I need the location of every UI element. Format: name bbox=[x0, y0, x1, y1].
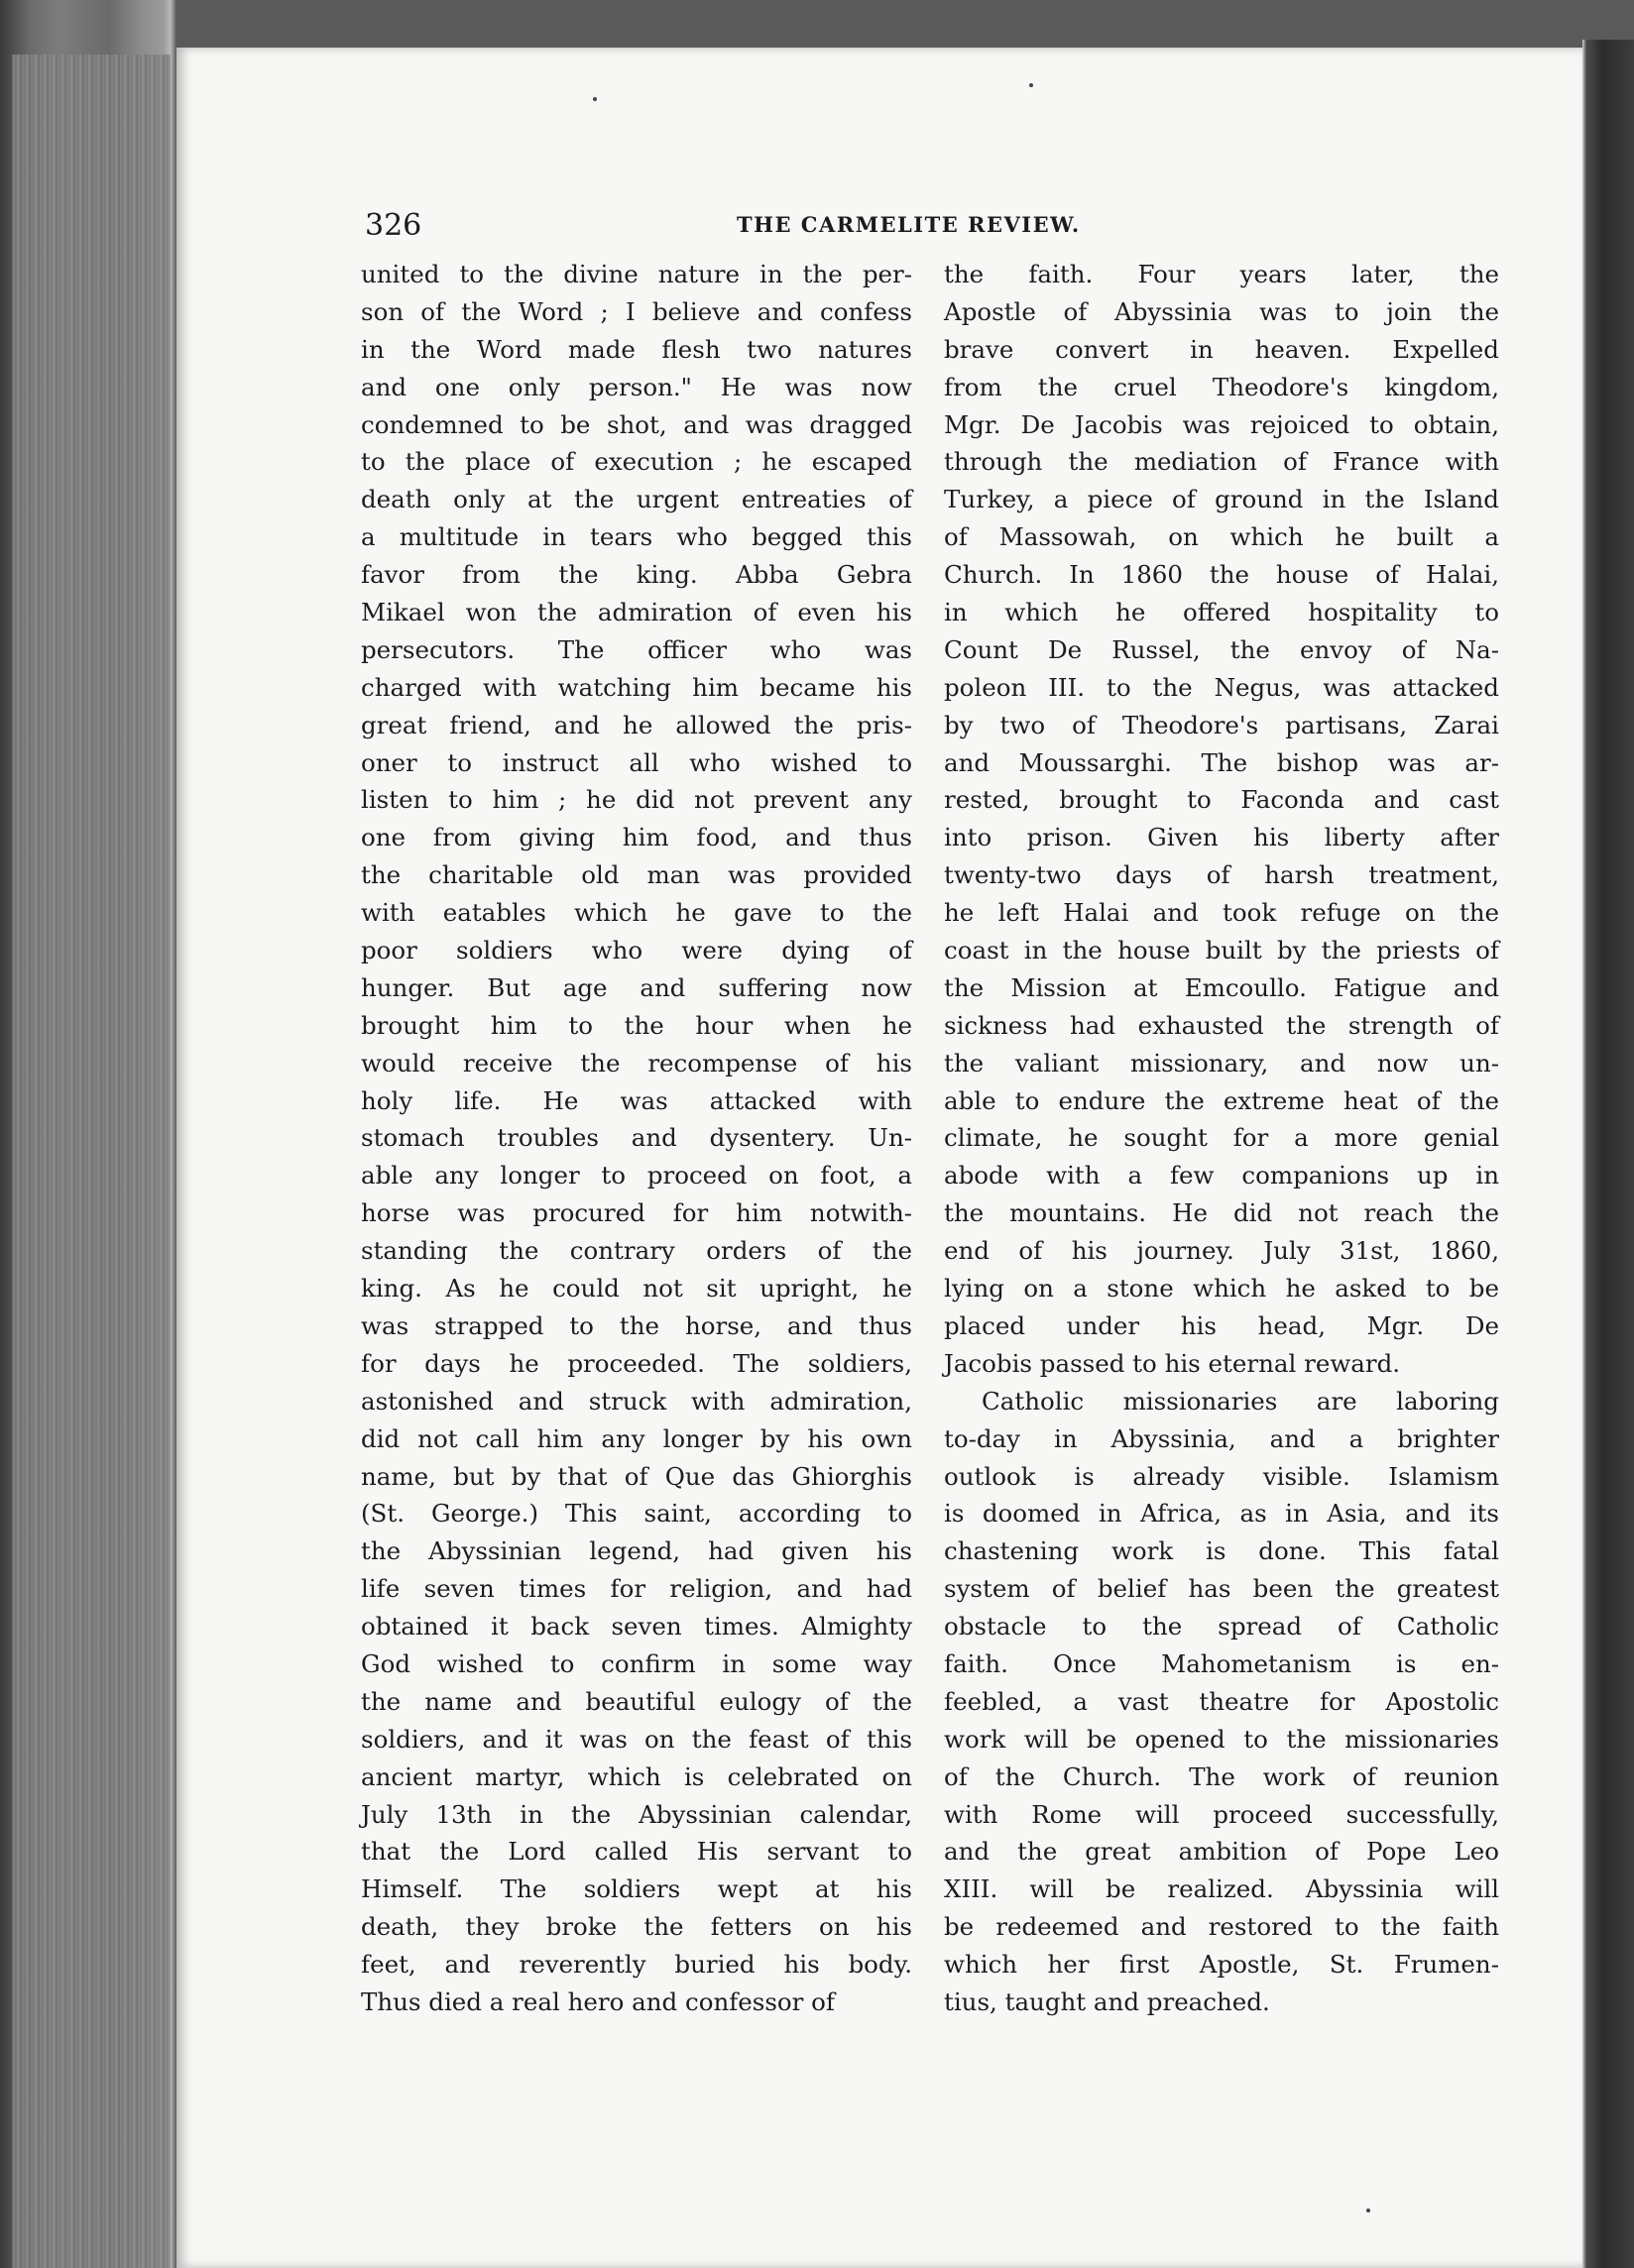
text-line: is doomed in Africa, as in Asia, and its bbox=[944, 1499, 1499, 1529]
text-line: charged with watching him became his bbox=[361, 672, 912, 702]
text-line: obstacle to the spread of Catholic bbox=[944, 1612, 1499, 1642]
text-line: death, they broke the fetters on his bbox=[361, 1912, 912, 1942]
text-line: favor from the king. Abba Gebra bbox=[361, 560, 912, 590]
text-line: holy life. He was attacked with bbox=[361, 1085, 912, 1115]
text-line: son of the Word ; I believe and confess bbox=[361, 296, 912, 326]
text-line: in the Word made flesh two natures bbox=[361, 334, 912, 364]
speck bbox=[1029, 83, 1033, 87]
speck bbox=[593, 97, 597, 101]
text-line: twenty-two days of harsh treatment, bbox=[944, 860, 1499, 890]
page-number: 326 bbox=[365, 208, 422, 243]
text-line: oner to instruct all who wished to bbox=[361, 747, 912, 777]
text-line: the faith. Four years later, the bbox=[944, 260, 1499, 288]
text-line: brave convert in heaven. Expelled bbox=[944, 334, 1499, 364]
text-line: Church. In 1860 the house of Halai, bbox=[944, 560, 1499, 590]
text-line: to-day in Abyssinia, and a brighter bbox=[944, 1423, 1499, 1453]
text-line: would receive the recompense of his bbox=[361, 1048, 912, 1077]
text-line: abode with a few companions up in bbox=[944, 1161, 1499, 1191]
text-line: into prison. Given his liberty after bbox=[944, 823, 1499, 852]
text-line: the Mission at Emcoullo. Fatigue and bbox=[944, 972, 1499, 1002]
text-line: life seven times for religion, and had bbox=[361, 1574, 912, 1604]
text-line: which her first Apostle, St. Frumen- bbox=[944, 1950, 1499, 1980]
text-line: with eatables which he gave to the bbox=[361, 898, 912, 928]
running-title: THE CARMELITE REVIEW. bbox=[737, 212, 1081, 237]
page-header bbox=[365, 208, 1505, 248]
text-line: system of belief has been the greatest bbox=[944, 1574, 1499, 1604]
text-line: Mikael won the admiration of even his bbox=[361, 598, 912, 627]
text-line: obtained it back seven times. Almighty bbox=[361, 1612, 912, 1642]
text-line: God wished to confirm in some way bbox=[361, 1648, 912, 1678]
text-line: outlook is already visible. Islamism bbox=[944, 1461, 1499, 1491]
text-line: and one only person." He was now bbox=[361, 372, 912, 401]
text-line: Turkey, a piece of ground in the Island bbox=[944, 485, 1499, 514]
text-line: listen to him ; he did not prevent any bbox=[361, 785, 912, 815]
text-line: able to endure the extreme heat of the bbox=[944, 1085, 1499, 1115]
text-line: work will be opened to the missionaries bbox=[944, 1724, 1499, 1754]
text-line: and Moussarghi. The bishop was ar- bbox=[944, 747, 1499, 777]
text-line: great friend, and he allowed the pris- bbox=[361, 710, 912, 739]
text-line: name, but by that of Que das Ghiorghis bbox=[361, 1461, 912, 1491]
text-line: stomach troubles and dysentery. Un- bbox=[361, 1123, 912, 1153]
text-line: able any longer to proceed on foot, a bbox=[361, 1161, 912, 1191]
text-line: standing the contrary orders of the bbox=[361, 1236, 912, 1266]
text-line: the mountains. He did not reach the bbox=[944, 1198, 1499, 1228]
text-line: lying on a stone which he asked to be bbox=[944, 1274, 1499, 1304]
text-line: poor soldiers who were dying of bbox=[361, 936, 912, 965]
text-line: one from giving him food, and thus bbox=[361, 823, 912, 852]
book-binding-edge bbox=[1582, 40, 1634, 2268]
text-line: chastening work is done. This fatal bbox=[944, 1536, 1499, 1566]
text-line: by two of Theodore's partisans, Zarai bbox=[944, 710, 1499, 739]
text-line: Apostle of Abyssinia was to join the bbox=[944, 296, 1499, 326]
text-line: Jacobis passed to his eternal reward. bbox=[944, 1348, 1401, 1378]
text-line: brought him to the hour when he bbox=[361, 1010, 912, 1040]
text-line: (St. George.) This saint, according to bbox=[361, 1499, 912, 1529]
left-column bbox=[361, 256, 912, 2021]
speck bbox=[1366, 2209, 1370, 2212]
text-line: to the place of execution ; he escaped bbox=[361, 447, 912, 477]
text-line: did not call him any longer by his own bbox=[361, 1423, 912, 1453]
text-line: Thus died a real hero and confessor of bbox=[361, 1986, 836, 2016]
text-line: be redeemed and restored to the faith bbox=[944, 1912, 1499, 1942]
text-line: horse was procured for him notwith- bbox=[361, 1198, 912, 1228]
text-line: end of his journey. July 31st, 1860, bbox=[944, 1236, 1499, 1266]
text-line: through the mediation of France with bbox=[944, 447, 1499, 477]
text-line: astonished and struck with admiration, bbox=[361, 1386, 912, 1416]
text-line: poleon III. to the Negus, was attacked bbox=[944, 672, 1499, 702]
text-line: ancient martyr, which is celebrated on bbox=[361, 1761, 912, 1791]
text-line: that the Lord called His servant to bbox=[361, 1837, 912, 1867]
text-line: XIII. will be realized. Abyssinia will bbox=[944, 1874, 1499, 1904]
text-line: soldiers, and it was on the feast of this bbox=[361, 1724, 912, 1754]
text-line: coast in the house built by the priests of bbox=[944, 936, 1499, 965]
text-line: Count De Russel, the envoy of Na- bbox=[944, 634, 1499, 664]
text-line: Catholic missionaries are laboring bbox=[982, 1386, 1499, 1416]
text-line: the name and beautiful eulogy of the bbox=[361, 1686, 912, 1716]
text-line: with Rome will proceed successfully, bbox=[944, 1799, 1499, 1829]
text-line: Mgr. De Jacobis was rejoiced to obtain, bbox=[944, 409, 1499, 439]
text-line: a multitude in tears who begged this bbox=[361, 522, 912, 552]
text-line: and the great ambition of Pope Leo bbox=[944, 1837, 1499, 1867]
text-line: of the Church. The work of reunion bbox=[944, 1761, 1499, 1791]
text-line: rested, brought to Faconda and cast bbox=[944, 785, 1499, 815]
text-line: the Abyssinian legend, had given his bbox=[361, 1536, 912, 1566]
text-line: feet, and reverently buried his body. bbox=[361, 1950, 912, 1980]
text-line: was strapped to the horse, and thus bbox=[361, 1310, 912, 1340]
text-line: the charitable old man was provided bbox=[361, 860, 912, 890]
text-line: feebled, a vast theatre for Apostolic bbox=[944, 1686, 1499, 1716]
text-line: the valiant missionary, and now un- bbox=[944, 1048, 1499, 1077]
text-line: persecutors. The officer who was bbox=[361, 634, 912, 664]
text-line: climate, he sought for a more genial bbox=[944, 1123, 1499, 1153]
text-line: for days he proceeded. The soldiers, bbox=[361, 1348, 912, 1378]
text-line: death only at the urgent entreaties of bbox=[361, 485, 912, 514]
text-line: from the cruel Theodore's kingdom, bbox=[944, 372, 1499, 401]
text-line: tius, taught and preached. bbox=[944, 1986, 1270, 2016]
text-line: of Massowah, on which he built a bbox=[944, 522, 1499, 552]
text-line: sickness had exhausted the strength of bbox=[944, 1010, 1499, 1040]
text-line: Himself. The soldiers wept at his bbox=[361, 1874, 912, 1904]
text-line: condemned to be shot, and was dragged bbox=[361, 409, 912, 439]
text-line: hunger. But age and suffering now bbox=[361, 972, 912, 1002]
text-line: July 13th in the Abyssinian calendar, bbox=[361, 1799, 912, 1829]
text-line: faith. Once Mahometanism is en- bbox=[944, 1648, 1499, 1678]
text-line: united to the divine nature in the per- bbox=[361, 260, 912, 288]
text-line: in which he offered hospitality to bbox=[944, 598, 1499, 627]
text-line: he left Halai and took refuge on the bbox=[944, 898, 1499, 928]
book-page-edges bbox=[12, 55, 171, 2268]
right-column bbox=[944, 256, 1499, 2021]
text-line: king. As he could not sit upright, he bbox=[361, 1274, 912, 1304]
text-line: placed under his head, Mgr. De bbox=[944, 1310, 1499, 1340]
